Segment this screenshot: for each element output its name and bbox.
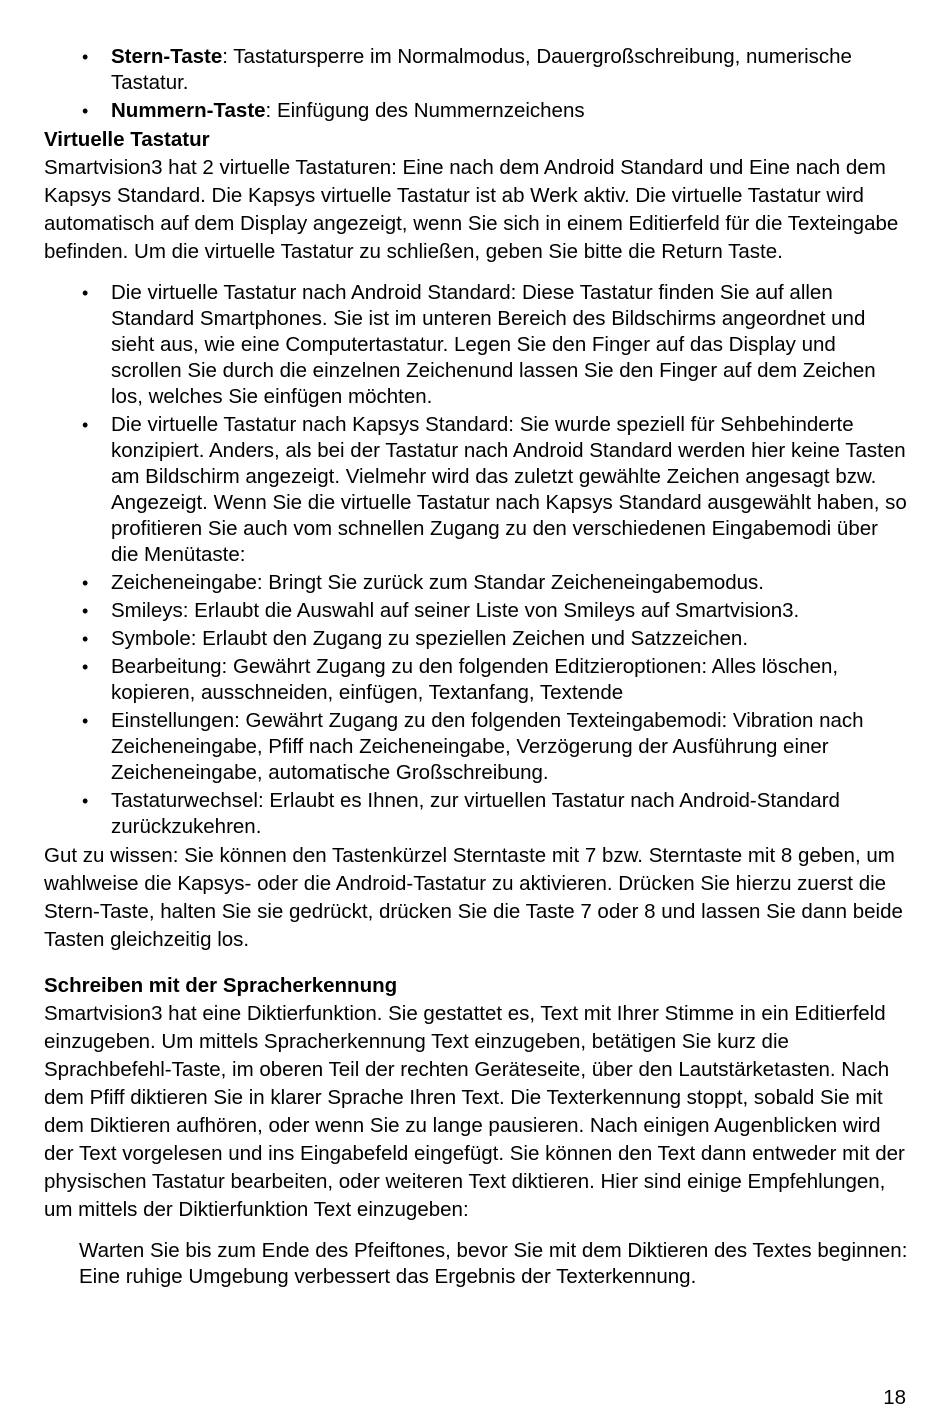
key-name: Nummern-Taste [111,99,266,122]
list-item [44,44,910,96]
paragraph-tip: Gut zu wissen: Sie können den Tastenkürzel Sterntaste mit 7 bzw. Sterntaste mit 8 geben, um wahlweise die Kapsys- oder die Android-Tastatur zu aktivieren. Drücken Sie hierzu zuerst die Stern-Taste, halten Sie sie gedrückt, drücken Sie die Taste 7 oder 8 und lassen Sie dann beide Tasten gleichzeitig los. [44,844,903,951]
keyboard-options-list [44,280,910,840]
page-content [44,44,910,1290]
section-heading-virtual-keyboard: Virtuelle Tastatur [44,128,210,151]
list-item: • Die virtuelle Tastatur nach Kapsys Standard: Sie wurde speziell für Sehbehinderte konzipiert. Anders, als bei der Tastatur nach Android Standard werden hier keine Tasten am Bildschirm angezeigt. Vielmehr wird das zuletzt gewählte Zeichen angesagt bzw. Angezeigt. Wenn Sie die virtuelle Tastatur nach Kapsys Standard ausgewählt haben, so profitieren Sie auch vom schnellen Zugang zu den verschiedenen Eingabemodi über die Menütaste: [44,412,910,568]
list-item [44,98,910,124]
list-item: Warten Sie bis zum Ende des Pfeiftones, bevor Sie mit dem Diktieren des Textes beginnen: [79,1239,908,1262]
key-description: : Tastatursperre im Normalmodus, Dauergroßschreibung, numerische Tastatur. [111,45,852,94]
paragraph-virtual-keyboard-intro: Smartvision3 hat 2 virtuelle Tastaturen: Eine nach dem Android Standard und Eine nach dem Kapsys Standard. Die Kapsys virtuelle Tastatur ist ab Werk aktiv. Die virtuelle Tastatur wird automatisch auf dem Display angezeigt, wenn Sie sich in einem Editierfeld für die Texteingabe befinden. Um die virtuelle Tastatur zu schließen, geben Sie bitte die Return Taste. [44,156,899,263]
list-item: • Bearbeitung: Gewährt Zugang zu den folgenden Editzieroptionen: Alles löschen, kopieren, ausschneiden, einfügen, Textanfang, Textende [44,654,910,706]
list-item: • Smileys: Erlaubt die Auswahl auf seiner Liste von Smileys auf Smartvision3. [44,598,910,624]
recommendations-list [44,1238,910,1290]
list-item: • Einstellungen: Gewährt Zugang zu den folgenden Texteingabemodi: Vibration nach Zeicheneingabe, Pfiff nach Zeicheneingabe, Verzögerung der Ausführung einer Zeicheneingabe, automatische Großschreibung. [44,708,910,786]
list-item: Eine ruhige Umgebung verbessert das Ergebnis der Texterkennung. [79,1265,697,1288]
list-item: • Die virtuelle Tastatur nach Android Standard: Diese Tastatur finden Sie auf allen Standard Smartphones. Sie ist im unteren Bereich des Bildschirms angeordnet und sieht aus, wie eine Computertastatur. Legen Sie den Finger auf das Display und scrollen Sie durch die einzelnen Zeichenund lassen Sie den Finger auf dem Zeichen los, welches Sie einfügen möchten. [44,280,910,410]
key-list [44,44,910,124]
list-item: • Symbole: Erlaubt den Zugang zu speziellen Zeichen und Satzzeichen. [44,626,910,652]
key-description: : Einfügung des Nummernzeichens [265,99,585,122]
list-item: • Zeicheneingabe: Bringt Sie zurück zum Standar Zeicheneingabemodus. [44,570,910,596]
key-name: Stern-Taste [111,45,223,68]
page-number: 18 [883,1386,906,1409]
paragraph-speech-recognition: Smartvision3 hat eine Diktierfunktion. Sie gestattet es, Text mit Ihrer Stimme in ein Editierfeld einzugeben. Um mittels Spracherkennung Text einzugeben, betätigen Sie kurz die Sprachbefehl-Taste, im oberen Teil der rechten Geräteseite, über den Lautstärketasten. Nach dem Pfiff diktieren Sie in klarer Sprache Ihren Text. Die Texterkennung stoppt, sobald Sie mit dem Diktieren aufhören, oder wenn Sie zu lange pausieren. Nach einigen Augenblicken wird der Text vorgelesen und ins Eingabefeld eingefügt. Sie können den Text dann entweder mit der physischen Tastatur bearbeiten, oder weiteren Text diktieren. Hier sind einige Empfehlungen, um mittels der Diktierfunktion Text einzugeben: [44,1002,905,1221]
list-item: • Tastaturwechsel: Erlaubt es Ihnen, zur virtuellen Tastatur nach Android-Standard zurückzukehren. [44,788,910,840]
section-heading-speech-recognition: Schreiben mit der Spracherkennung [44,974,398,997]
